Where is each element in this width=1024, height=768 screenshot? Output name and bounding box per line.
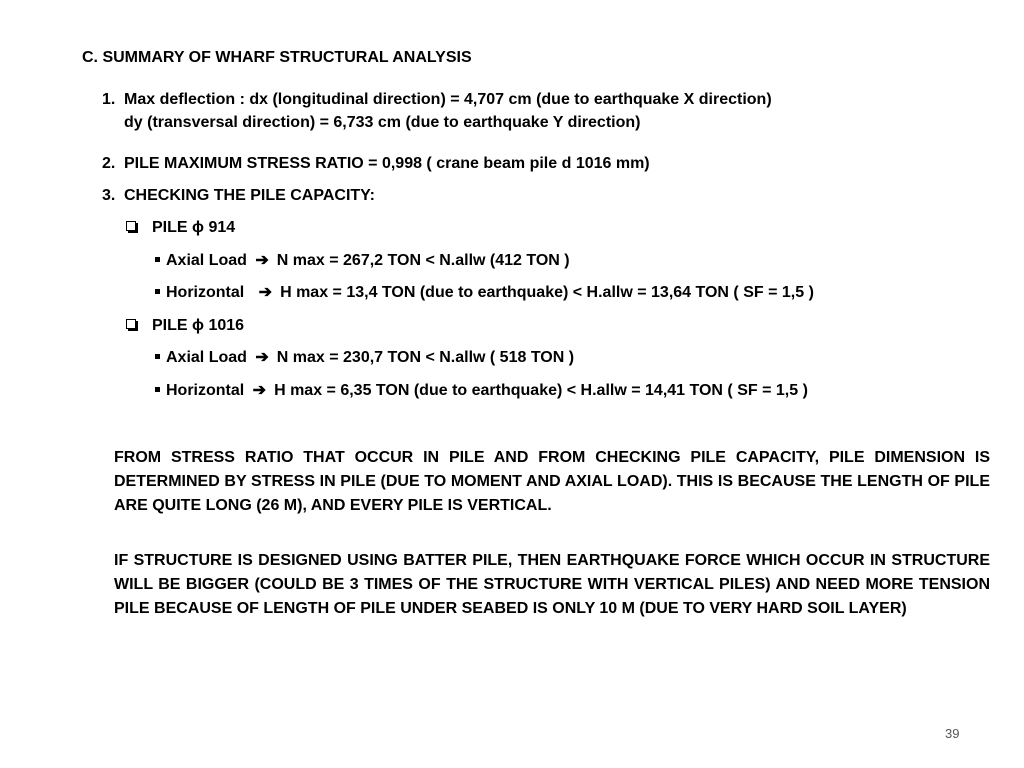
conclusion-paragraph-1: FROM STRESS RATIO THAT OCCUR IN PILE AND FROM CHECKING PILE CAPACITY, PILE DIMENSION IS DETERMINED BY STRESS IN PILE (DUE TO MOMENT AND AXIAL LOAD). THIS IS BECAUSE THE LENGTH OF PILE ARE QUITE LONG (26 M), AND EVERY PILE IS VERTICAL. <box>114 449 990 514</box>
pile-914-horizontal <box>155 283 814 303</box>
bullet-icon <box>155 289 160 294</box>
axial-label: Axial Load <box>166 252 247 269</box>
pile-1016-label: PILE ϕ 1016 <box>152 317 245 334</box>
deflection-dx: Max deflection : dx (longitudinal direction) = 4,707 cm (due to earthquake X direction) <box>124 91 772 108</box>
item-checking-capacity <box>102 186 375 206</box>
horizontal-value: H max = 6,35 TON (due to earthquake) < H.allw = 14,41 TON ( SF = 1,5 ) <box>274 382 808 399</box>
pile-914-axial <box>155 251 570 271</box>
horizontal-value: H max = 13,4 TON (due to earthquake) < H.allw = 13,64 TON ( SF = 1,5 ) <box>280 284 814 301</box>
pile-1016-horizontal <box>155 381 808 401</box>
page-number: 39 <box>945 726 960 741</box>
axial-value: N max = 267,2 TON < N.allw (412 TON ) <box>276 252 570 269</box>
stress-ratio-text: PILE MAXIMUM STRESS RATIO = 0,998 ( crane beam pile d 1016 mm) <box>124 155 650 172</box>
item-number: 2. <box>102 155 116 172</box>
item-number: 1. <box>102 91 116 108</box>
pile-1016-axial <box>155 348 574 368</box>
axial-value: N max = 230,7 TON < N.allw ( 518 TON ) <box>276 349 575 366</box>
square-bullet-icon <box>126 319 136 329</box>
arrow-right-icon: ➔ <box>255 349 269 366</box>
bullet-icon <box>155 257 160 262</box>
arrow-right-icon: ➔ <box>258 284 273 301</box>
section-heading: C. SUMMARY OF WHARF STRUCTURAL ANALYSIS <box>82 49 472 66</box>
deflection-dy: dy (transversal direction) = 6,733 cm (due to earthquake Y direction) <box>124 114 641 131</box>
axial-label: Axial Load <box>166 349 247 366</box>
bullet-icon <box>155 354 160 359</box>
item-stress-ratio <box>102 154 650 174</box>
checking-capacity-text: CHECKING THE PILE CAPACITY: <box>124 187 375 204</box>
pile-914-heading <box>126 218 235 238</box>
pile-1016-heading <box>126 316 244 336</box>
arrow-right-icon: ➔ <box>252 382 267 399</box>
horizontal-label: Horizontal <box>166 284 245 301</box>
square-bullet-icon <box>126 221 136 231</box>
horizontal-label: Horizontal <box>166 382 245 399</box>
arrow-right-icon: ➔ <box>255 252 269 269</box>
pile-914-label: PILE ϕ 914 <box>152 219 236 236</box>
item-number: 3. <box>102 187 116 204</box>
bullet-icon <box>155 387 160 392</box>
item-max-deflection <box>102 90 772 110</box>
conclusion-paragraph-2: IF STRUCTURE IS DESIGNED USING BATTER PILE, THEN EARTHQUAKE FORCE WHICH OCCUR IN STRUCTURE WILL BE BIGGER (COULD BE 3 TIMES OF THE STRUCTURE WITH VERTICAL PILES) AND NEED MORE TENSION PILE BECAUSE OF LENGTH OF PILE UNDER SEABED IS ONLY 10 M (DUE TO VERY HARD SOIL LAYER) <box>114 552 990 617</box>
